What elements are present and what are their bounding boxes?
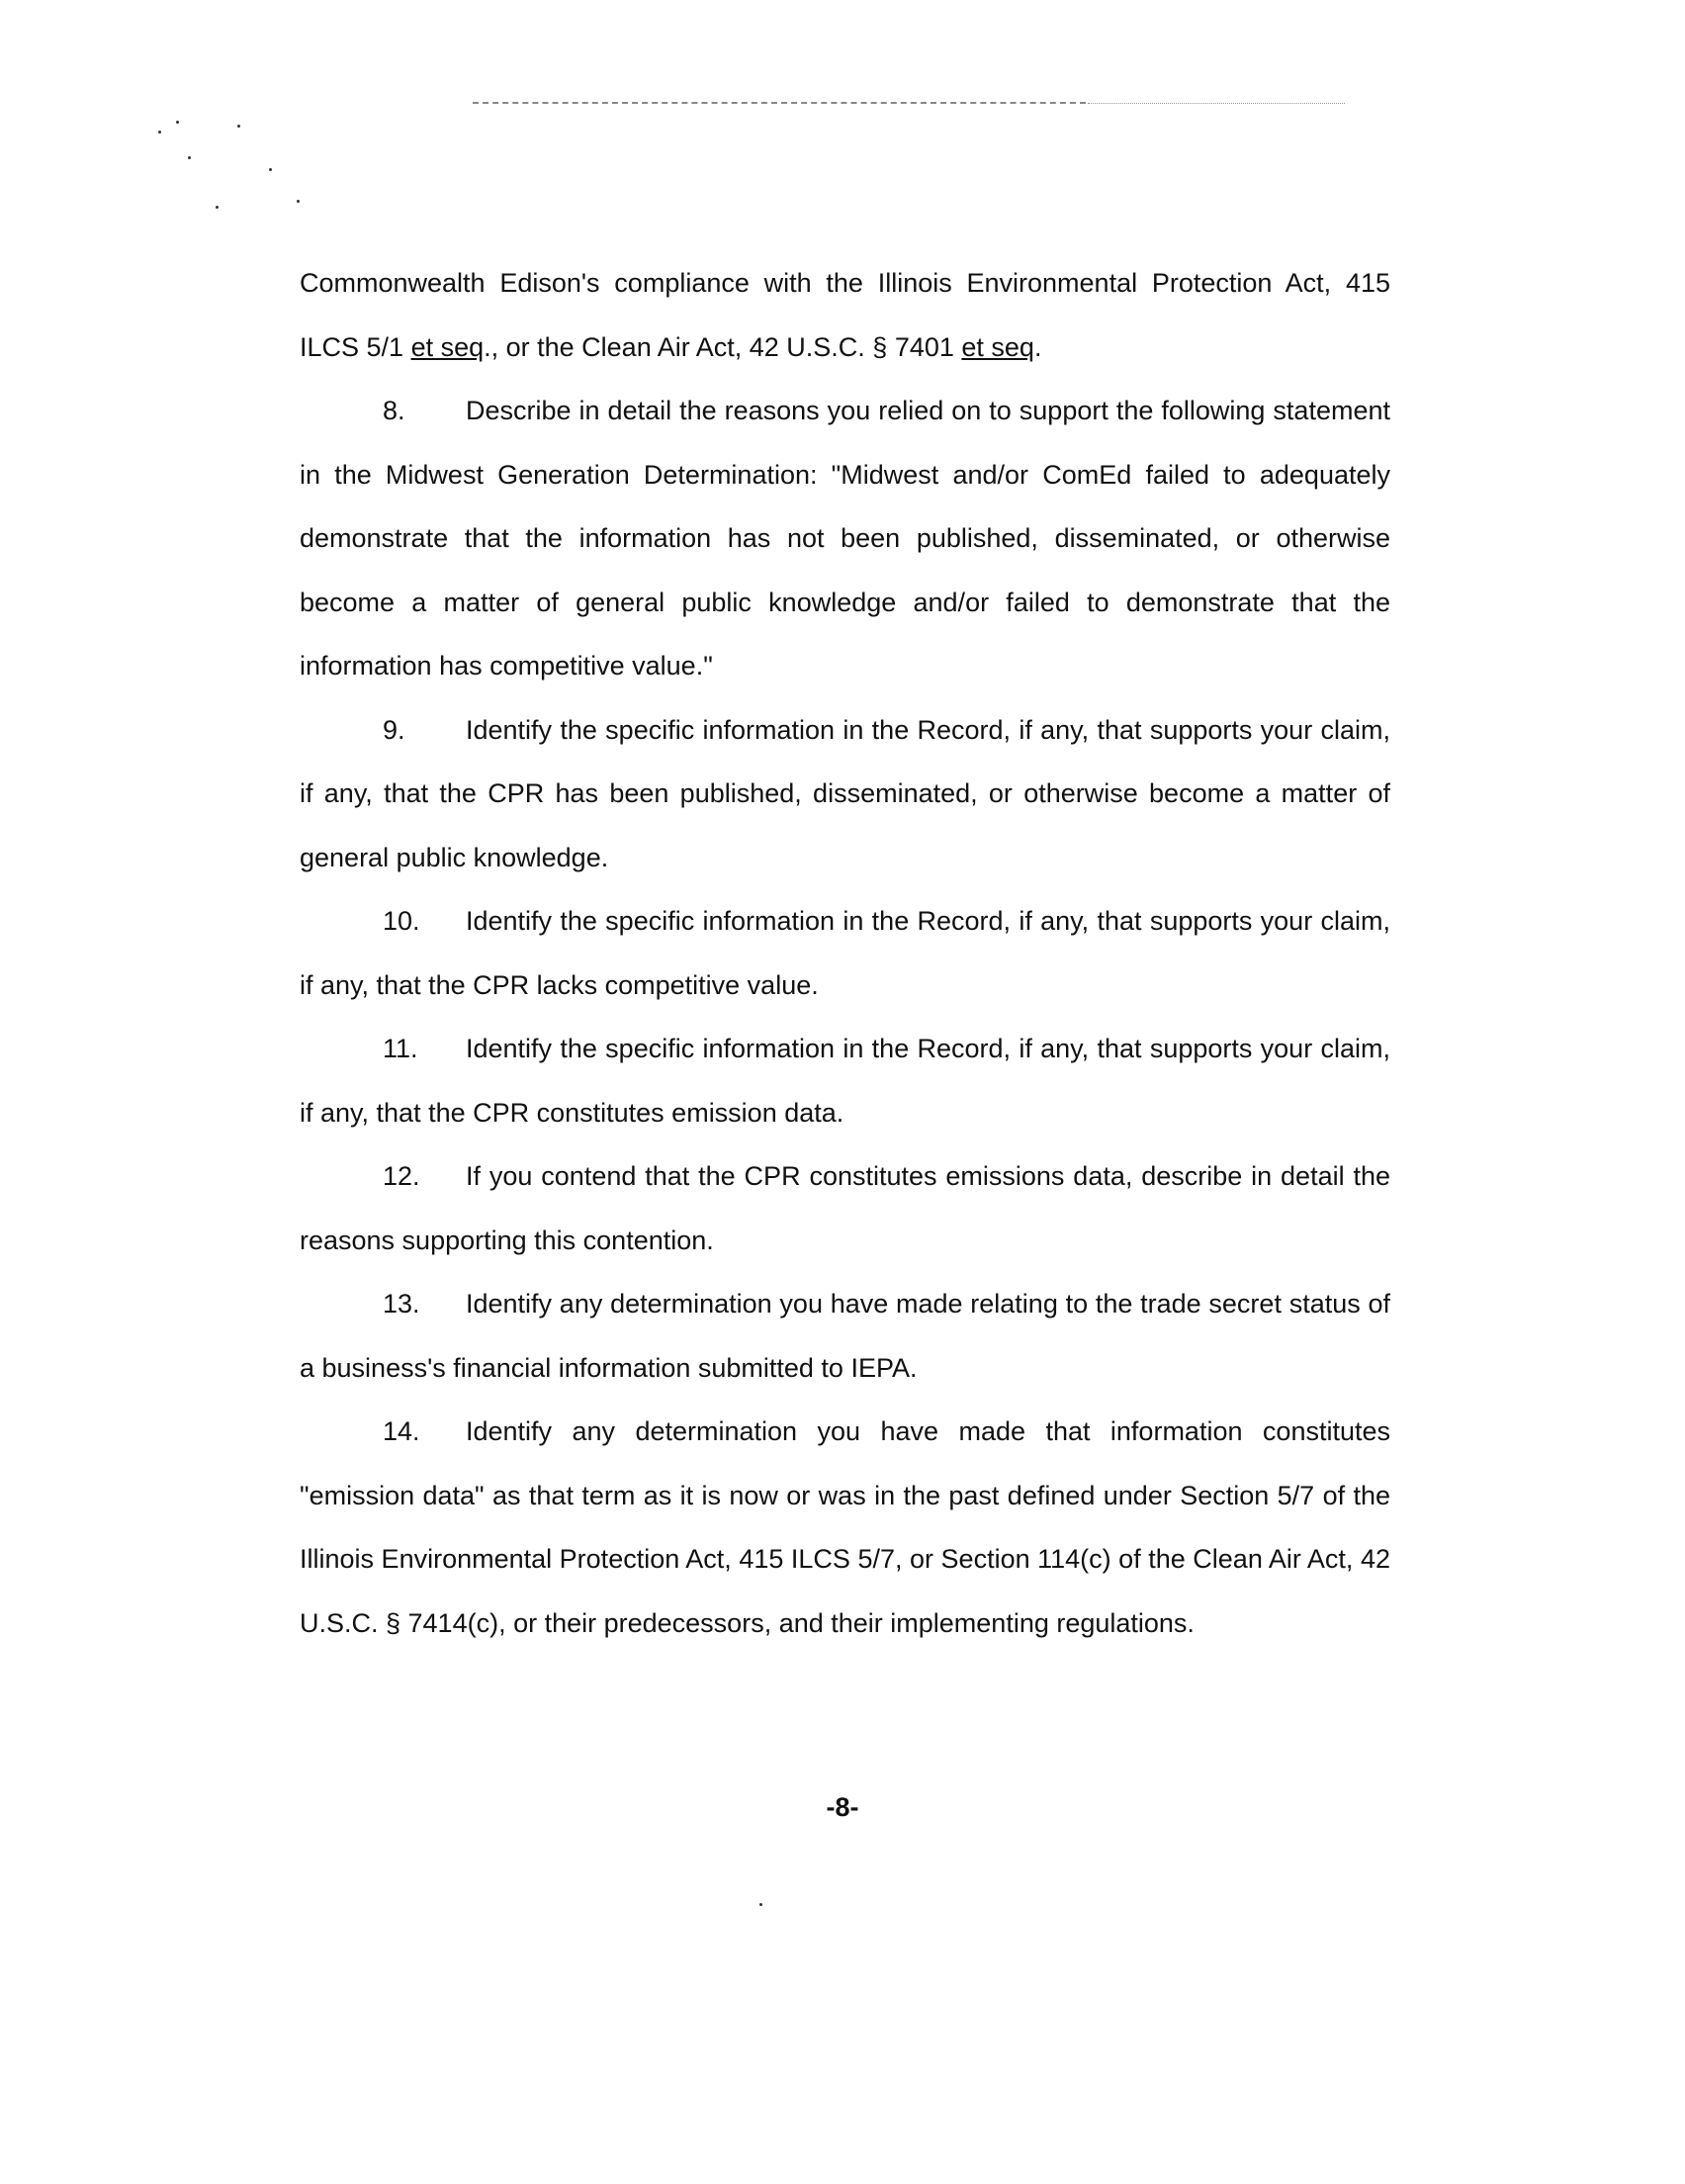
et-seq-citation: et seq (410, 331, 485, 362)
paragraph-number: 10. (383, 906, 420, 936)
paragraph-11 (300, 1017, 1390, 1144)
paragraph-number: 8. (383, 396, 405, 425)
scan-speck (216, 206, 219, 209)
paragraph-8 (300, 379, 1390, 698)
paragraph-9 (300, 698, 1390, 890)
paragraph-number: 12. (383, 1161, 420, 1191)
scan-speck (176, 121, 179, 124)
scan-speck (158, 131, 161, 134)
continuation-text: . (1033, 331, 1042, 362)
paragraph-14 (300, 1400, 1390, 1655)
et-seq-citation: et seq (961, 331, 1034, 362)
scan-speck (269, 168, 272, 171)
paragraph-text: If you contend that the CPR constitutes emissions data, describe in detail the reasons supporting this contention. (300, 1161, 1390, 1255)
continuation-text: Commonwealth Edison's compliance with the Illinois Environmental Protection Act, 415 ILCS 5/1 (300, 268, 1390, 362)
scan-artifact-rule (473, 102, 1086, 104)
paragraph-text: Identify the specific information in the Record, if any, that supports your claim, if any, that the CPR constitutes emission data. (300, 1034, 1390, 1128)
paragraph-number: 11. (383, 1034, 418, 1063)
paragraph-10 (300, 889, 1390, 1017)
scan-speck (237, 125, 240, 128)
scan-artifact-rule-tail (1088, 103, 1345, 104)
paragraph-number: 14. (383, 1416, 420, 1446)
paragraph-text: Identify the specific information in the Record, if any, that supports your claim, if any, that the CPR has been published, disseminated, or otherwise become a matter of general public knowledge. (300, 714, 1390, 872)
paragraph-12 (300, 1144, 1390, 1272)
paragraph-13 (300, 1272, 1390, 1400)
scan-speck (297, 200, 300, 203)
scan-speck (188, 156, 191, 159)
paragraph-text: Identify any determination you have made that information constitutes "emission data" as that term as it is now or was in the past defined under Section 5/7 of the Illinois Environmental Protection Act, 415 ILCS 5/7, or Section 114(c) of the Clean Air Act, 42 U.S.C. § 7414(c), or their predecessors, and their implementing regulations. (300, 1416, 1390, 1638)
page-number: -8- (826, 1792, 859, 1822)
continuation-paragraph (300, 251, 1390, 379)
paragraph-number: 9. (383, 714, 405, 745)
paragraph-text: Identify the specific information in the Record, if any, that supports your claim, if any, that the CPR lacks competitive value. (300, 906, 1390, 1000)
paragraph-text: Describe in detail the reasons you relied on to support the following statement in the Midwest Generation Determination: "Midwest and/or ComEd failed to adequately demonstrate that the information has not been published, disseminated, or otherwise become a matter of general public knowledge and/or failed to demonstrate that the information has competitive value." (300, 396, 1390, 681)
document-body (300, 251, 1390, 1655)
paragraph-number: 13. (383, 1289, 420, 1319)
continuation-text: ., or the Clean Air Act, 42 U.S.C. § 7401 (484, 331, 962, 362)
scan-speck (759, 1903, 762, 1906)
paragraph-text: Identify any determination you have made relating to the trade secret status of a business's financial information submitted to IEPA. (300, 1289, 1390, 1383)
